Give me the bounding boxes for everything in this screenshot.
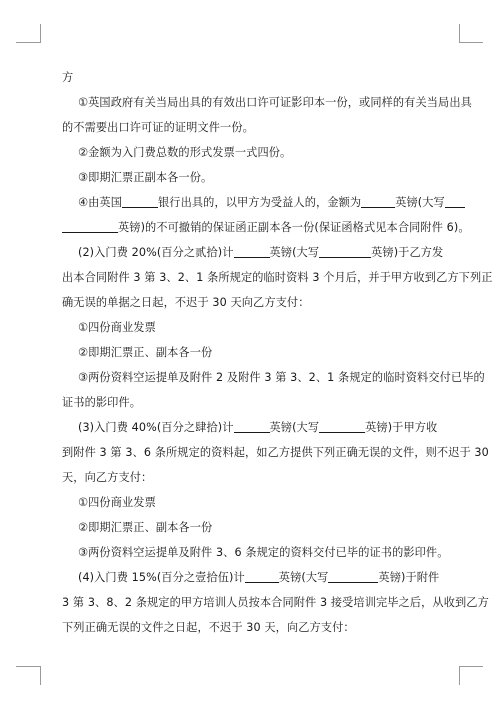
fill-in-blank — [361, 196, 395, 208]
crop-mark-bottom-right — [459, 666, 460, 685]
crop-mark-top-left — [16, 42, 40, 43]
fill-in-blank — [319, 421, 365, 433]
text-line — [78, 571, 439, 585]
text-segment: 英镑(大写 — [395, 196, 445, 209]
text-line: 方 — [62, 71, 74, 84]
text-line: ③两份资料空运提单及附件 2 及附件 3 第 3、2、1 条规定的临时资料交付已毕的 — [78, 371, 485, 384]
crop-mark-bottom-right — [459, 666, 483, 667]
fill-in-blank — [445, 196, 465, 208]
text-line — [62, 221, 470, 235]
text-segment: 英镑(大写 — [269, 246, 320, 259]
text-line — [78, 196, 465, 210]
text-line: 确无误的单据之日起，不迟于 30 天向乙方支付： — [62, 296, 310, 309]
text-segment: (4)入门费 15%(百分之壹拾伍)计 — [78, 571, 245, 584]
fill-in-blank — [319, 246, 371, 258]
text-segment: 英镑(大写 — [269, 421, 320, 434]
fill-in-blank — [328, 571, 378, 583]
text-line: 下列正确无误的文件之日起，不迟于 30 天，向乙方支付： — [62, 621, 355, 634]
text-line: ①四份商业发票 — [78, 321, 156, 334]
text-line: ②金额为入门费总数的形式发票一式四份。 — [78, 146, 292, 159]
crop-mark-bottom-left — [16, 666, 40, 667]
text-line: 3 第 3、8、2 条规定的甲方培训人员按本合同附件 3 接受培训完毕之后，从收到乙方 — [62, 596, 489, 609]
text-segment: (2)入门费 20%(百分之贰拾)计 — [78, 246, 234, 259]
text-segment: (3)入门费 40%(百分之肆拾)计 — [78, 421, 234, 434]
text-line: ②即期汇票正、副本各一份 — [78, 346, 213, 359]
fill-in-blank — [234, 246, 270, 258]
text-line: 的不需要出口许可证的证明文件一份。 — [62, 121, 254, 134]
text-line: ②即期汇票正、副本各一份 — [78, 521, 213, 534]
text-segment: 英镑(大写 — [278, 571, 329, 584]
text-line: ①四份商业发票 — [78, 496, 156, 509]
text-segment: 英镑)于甲方收 — [365, 421, 438, 434]
text-line: 出本合同附件 3 第 3、2、1 条所规定的临时资料 3 个月后，并于甲方收到乙方下列正 — [62, 271, 493, 284]
fill-in-blank — [245, 571, 279, 583]
text-segment: 英镑)于附件 — [378, 571, 440, 584]
text-segment: 英镑)的不可撤销的保证函正副本各一份(保证函格式见本合同附件 6)。 — [118, 221, 470, 234]
text-line — [78, 421, 437, 435]
text-line: ①英国政府有关当局出具的有效出口许可证影印本一份，或同样的有关当局出具 — [78, 96, 472, 109]
text-line: 证书的影印件。 — [62, 396, 142, 409]
text-line: ③即期汇票正副本各一份。 — [78, 171, 213, 184]
fill-in-blank — [62, 221, 118, 233]
crop-mark-top-right — [459, 42, 483, 43]
fill-in-blank — [122, 196, 158, 208]
text-segment: 英镑)于乙方发 — [371, 246, 444, 259]
text-line — [78, 246, 443, 260]
text-line: ③两份资料空运提单及附件 3、6 条规定的资料交付已毕的证书的影印件。 — [78, 546, 449, 559]
text-segment: ④由英国 — [78, 196, 122, 209]
crop-mark-top-left — [40, 24, 41, 43]
text-line: 到附件 3 第 3、6 条所规定的资料起，如乙方提供下列正确无误的文件，则不迟于 30 — [62, 446, 489, 459]
crop-mark-top-right — [459, 24, 460, 43]
text-line: 天，向乙方支付： — [62, 471, 153, 484]
crop-mark-bottom-left — [40, 666, 41, 685]
text-segment: 银行出具的，以甲方为受益人的，金额为 — [158, 196, 362, 209]
fill-in-blank — [234, 421, 270, 433]
